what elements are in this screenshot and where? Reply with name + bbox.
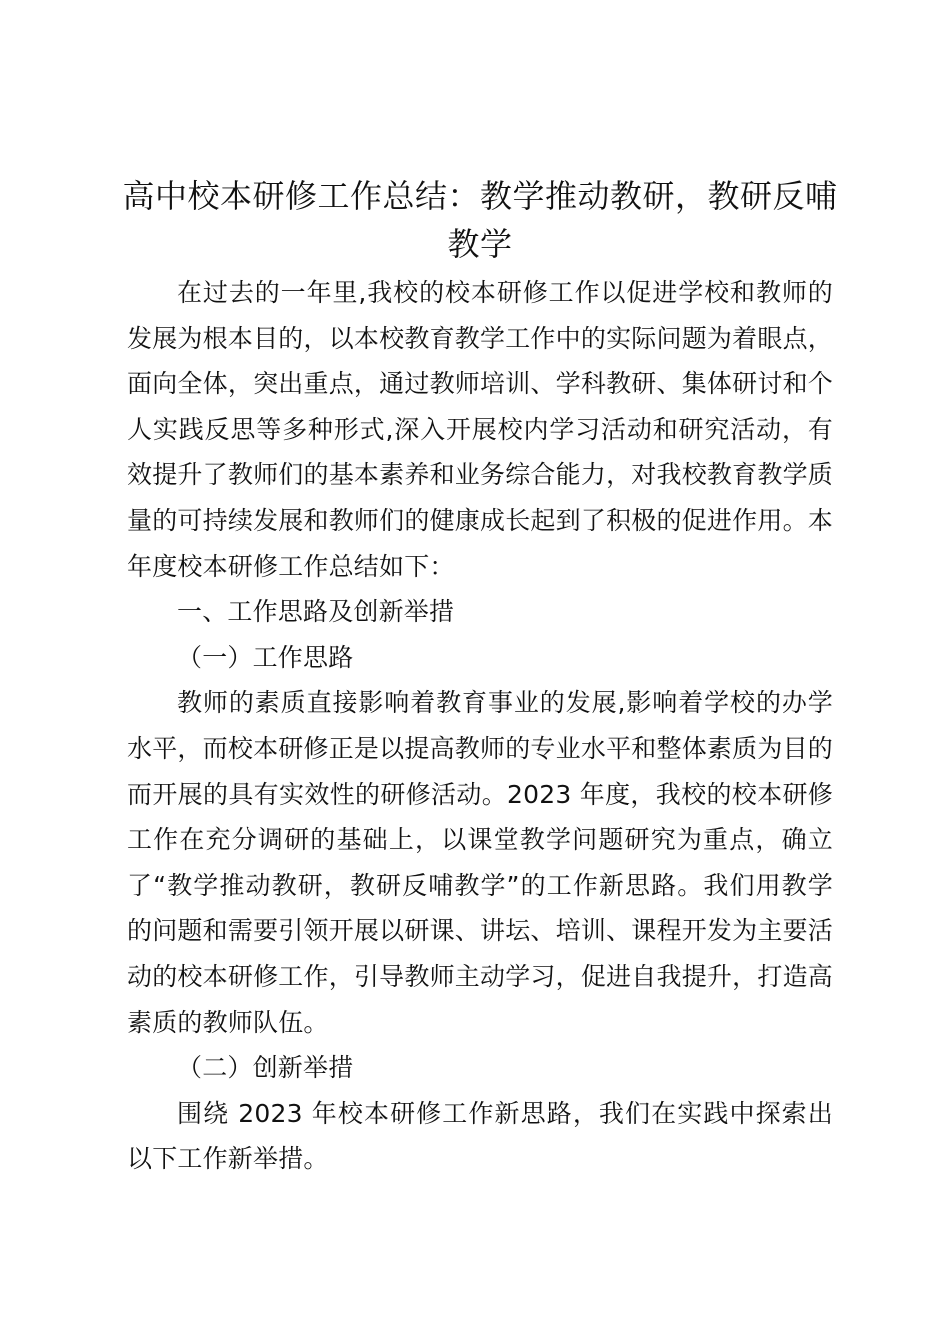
subsection-heading-2: （二）创新举措 (177, 1053, 354, 1083)
section-heading-1: 一、工作思路及创新举措 (177, 597, 455, 627)
document-title: 高中校本研修工作总结：教学推动教研，教研反哺教学 (122, 177, 838, 263)
subsection-heading-1: （一）工作思路 (177, 642, 354, 672)
intro-paragraph: 在过去的一年里,我校的校本研修工作以促进学校和教师的发展为根本目的，以本校教育教学工作中的实际问题为着眼点，面向全体，突出重点，通过教师培训、学科教研、集体研讨和个人实践反思等多种形式,深入开展校内学习活动和研究活动，有效提升了教师们的基本素养和业务综合能力，对我校教育教学质量的可持续发展和教师们的健康成长起到了积极的促进作用。本年度校本研修工作总结如下： (127, 278, 833, 581)
work-approach-paragraph: 教师的素质直接影响着教育事业的发展,影响着学校的办学水平，而校本研修正是以提高教师的专业水平和整体素质为目的而开展的具有实效性的研修活动。2023 年度，我校的校本研修工作在充分调研的基础上，以课堂教学问题研究为重点，确立了“教学推动教研，教研反哺教学”的工作新思路。我们用教学的问题和需要引领开展以研课、讲坛、培训、课程开发为主要活动的校本研修工作，引导教师主动学习，促进自我提升，打造高素质的教师队伍。 (127, 688, 833, 1037)
document-page (122, 172, 838, 1182)
innovation-paragraph: 围绕 2023 年校本研修工作新思路，我们在实践中探索出以下工作新举措。 (127, 1098, 833, 1174)
